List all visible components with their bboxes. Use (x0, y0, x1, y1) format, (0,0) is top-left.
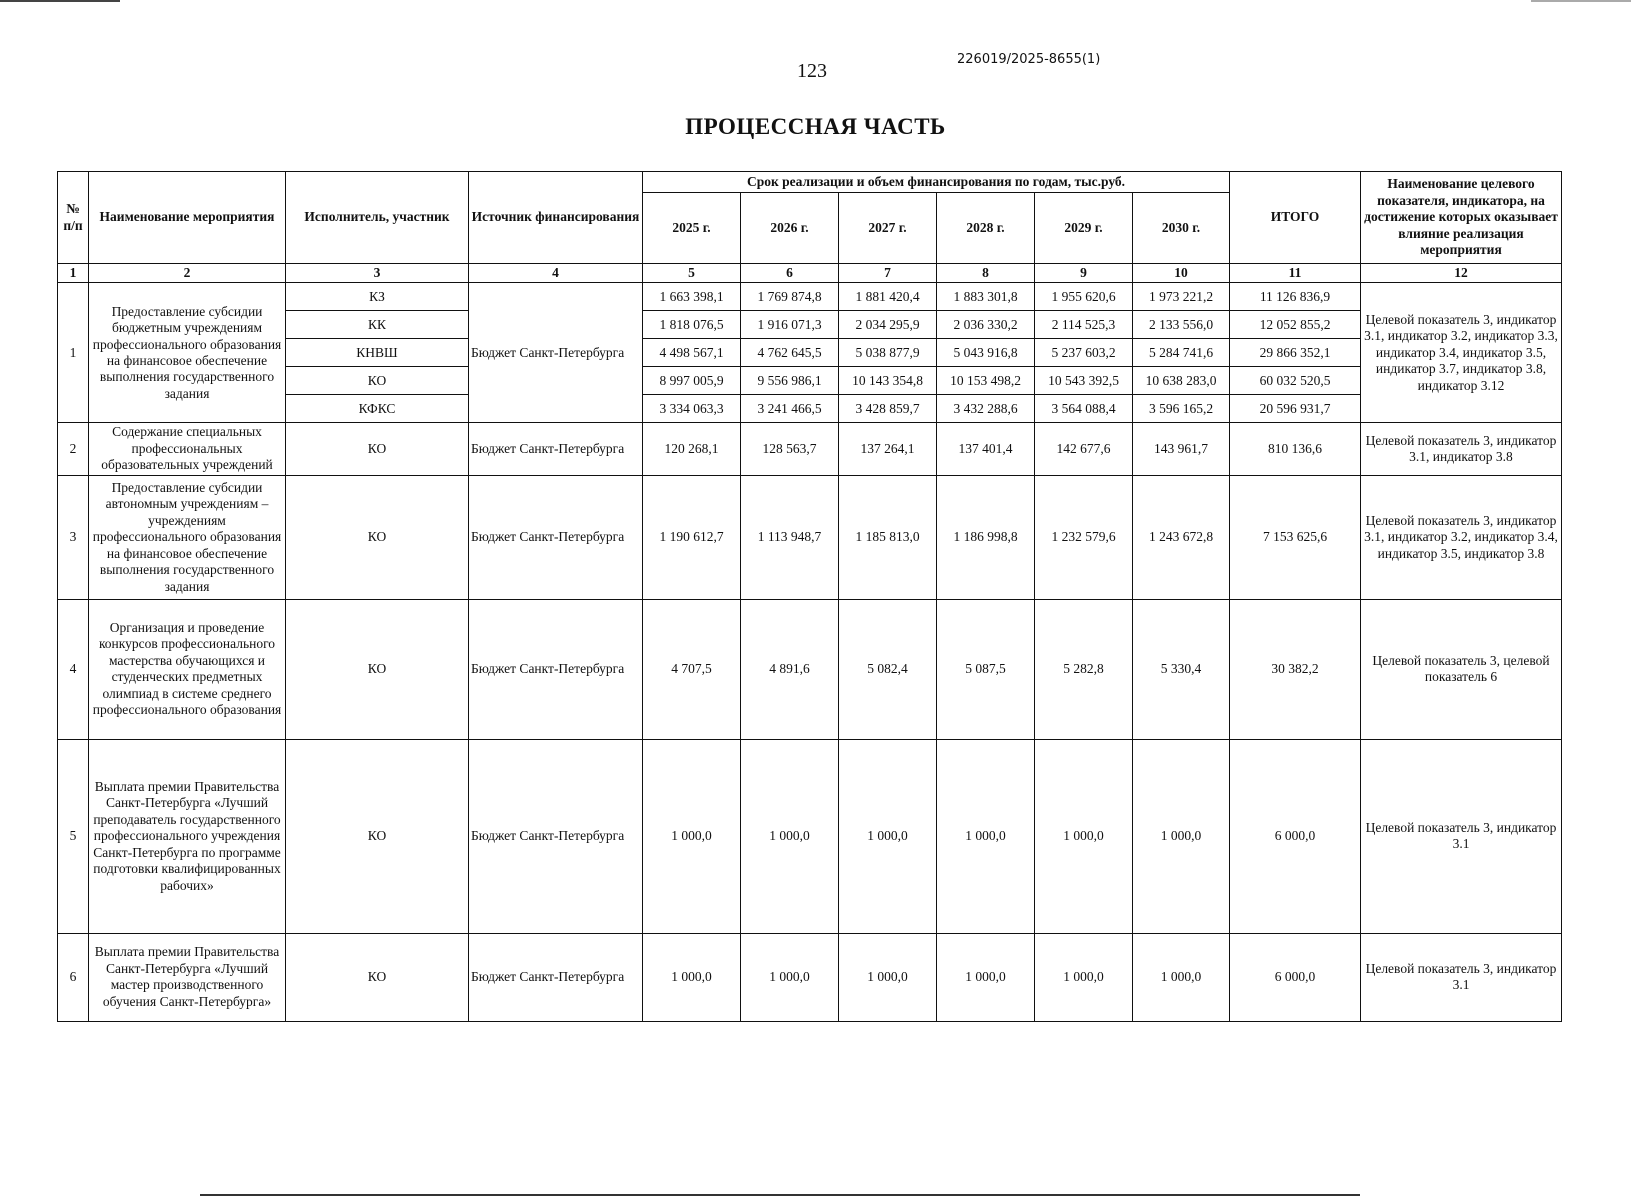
value-cell: 3 334 063,3 (643, 395, 741, 423)
scan-bottom-line (200, 1194, 1360, 1196)
column-number: 5 (643, 264, 741, 283)
column-number: 7 (839, 264, 937, 283)
row-number: 3 (58, 475, 89, 599)
value-cell: 1 000,0 (1035, 739, 1133, 933)
executor-cell: КО (286, 739, 469, 933)
column-number: 10 (1133, 264, 1230, 283)
value-cell: 2 036 330,2 (937, 311, 1035, 339)
value-cell: 1 769 874,8 (741, 283, 839, 311)
indicator-cell: Целевой показатель 3, индикатор 3.1 (1361, 933, 1562, 1021)
row-number: 6 (58, 933, 89, 1021)
value-cell: 143 961,7 (1133, 423, 1230, 475)
source-cell: Бюджет Санкт-Петербурга (469, 599, 643, 739)
row-number: 5 (58, 739, 89, 933)
executor-cell: КЗ (286, 283, 469, 311)
total-cell: 20 596 931,7 (1230, 395, 1361, 423)
total-cell: 29 866 352,1 (1230, 339, 1361, 367)
indicator-cell: Целевой показатель 3, индикатор 3.1 (1361, 739, 1562, 933)
value-cell: 137 264,1 (839, 423, 937, 475)
table-row (58, 423, 1562, 475)
table-row (58, 739, 1562, 933)
value-cell: 5 087,5 (937, 599, 1035, 739)
column-number: 9 (1035, 264, 1133, 283)
activity-name: Предоставление субсидии автономным учреждениям – учреждениям профессионального образования на финансовое обеспечение выполнения государственного задания (89, 475, 286, 599)
value-cell: 1 000,0 (643, 933, 741, 1021)
value-cell: 1 000,0 (1133, 739, 1230, 933)
row-number: 4 (58, 599, 89, 739)
header-year: 2026 г. (741, 193, 839, 264)
table-row (58, 933, 1562, 1021)
value-cell: 1 190 612,7 (643, 475, 741, 599)
value-cell: 1 000,0 (937, 933, 1035, 1021)
value-cell: 1 232 579,6 (1035, 475, 1133, 599)
header-year: 2029 г. (1035, 193, 1133, 264)
source-cell: Бюджет Санкт-Петербурга (469, 933, 643, 1021)
value-cell: 10 153 498,2 (937, 367, 1035, 395)
value-cell: 10 638 283,0 (1133, 367, 1230, 395)
column-number: 3 (286, 264, 469, 283)
total-cell: 30 382,2 (1230, 599, 1361, 739)
value-cell: 142 677,6 (1035, 423, 1133, 475)
value-cell: 4 891,6 (741, 599, 839, 739)
value-cell: 120 268,1 (643, 423, 741, 475)
activity-name: Выплата премии Правительства Санкт-Петербурга «Лучший мастер производственного обучения Санкт-Петербурга» (89, 933, 286, 1021)
value-cell: 1 000,0 (1133, 933, 1230, 1021)
value-cell: 1 000,0 (741, 739, 839, 933)
value-cell: 3 432 288,6 (937, 395, 1035, 423)
column-number: 4 (469, 264, 643, 283)
value-cell: 1 000,0 (839, 933, 937, 1021)
value-cell: 8 997 005,9 (643, 367, 741, 395)
value-cell: 1 000,0 (839, 739, 937, 933)
value-cell: 1 973 221,2 (1133, 283, 1230, 311)
value-cell: 1 186 998,8 (937, 475, 1035, 599)
indicator-cell: Целевой показатель 3, индикатор 3.1, индикатор 3.2, индикатор 3.4, индикатор 3.5, индикатор 3.8 (1361, 475, 1562, 599)
activity-name: Содержание специальных профессиональных образовательных учреждений (89, 423, 286, 475)
value-cell: 4 762 645,5 (741, 339, 839, 367)
indicator-cell: Целевой показатель 3, индикатор 3.1, индикатор 3.2, индикатор 3.3, индикатор 3.4, индикатор 3.5, индикатор 3.7, индикатор 3.8, индикатор 3.12 (1361, 283, 1562, 423)
header-year: 2025 г. (643, 193, 741, 264)
value-cell: 1 000,0 (937, 739, 1035, 933)
header-year: 2027 г. (839, 193, 937, 264)
value-cell: 9 556 986,1 (741, 367, 839, 395)
value-cell: 1 000,0 (643, 739, 741, 933)
value-cell: 5 330,4 (1133, 599, 1230, 739)
value-cell: 1 113 948,7 (741, 475, 839, 599)
executor-cell: КНВШ (286, 339, 469, 367)
executor-cell: КО (286, 423, 469, 475)
header-total: ИТОГО (1230, 172, 1361, 264)
total-cell: 7 153 625,6 (1230, 475, 1361, 599)
value-cell: 5 284 741,6 (1133, 339, 1230, 367)
executor-cell: КО (286, 475, 469, 599)
total-cell: 12 052 855,2 (1230, 311, 1361, 339)
document-id: 226019/2025-8655(1) (957, 52, 1101, 67)
activity-name: Организация и проведение конкурсов профессионального мастерства обучающихся и студенческих предметных олимпиад в системе среднего профессионального образования (89, 599, 286, 739)
value-cell: 128 563,7 (741, 423, 839, 475)
table-row (58, 283, 1562, 311)
value-cell: 10 143 354,8 (839, 367, 937, 395)
value-cell: 4 707,5 (643, 599, 741, 739)
total-cell: 6 000,0 (1230, 933, 1361, 1021)
indicator-cell: Целевой показатель 3, целевой показатель 6 (1361, 599, 1562, 739)
header-year: 2028 г. (937, 193, 1035, 264)
table-row (58, 475, 1562, 599)
value-cell: 2 034 295,9 (839, 311, 937, 339)
value-cell: 1 955 620,6 (1035, 283, 1133, 311)
value-cell: 2 133 556,0 (1133, 311, 1230, 339)
source-cell: Бюджет Санкт-Петербурга (469, 739, 643, 933)
header-num: № п/п (58, 172, 89, 264)
value-cell: 5 038 877,9 (839, 339, 937, 367)
column-number: 8 (937, 264, 1035, 283)
value-cell: 1 663 398,1 (643, 283, 741, 311)
value-cell: 1 883 301,8 (937, 283, 1035, 311)
value-cell: 1 818 076,5 (643, 311, 741, 339)
value-cell: 1 243 672,8 (1133, 475, 1230, 599)
activity-name: Выплата премии Правительства Санкт-Петербурга «Лучший преподаватель государственного профессионального учреждения Санкт-Петербурга по программе подготовки квалифицированных рабочих» (89, 739, 286, 933)
value-cell: 5 237 603,2 (1035, 339, 1133, 367)
scan-edge-line (0, 0, 120, 2)
executor-cell: КО (286, 933, 469, 1021)
scan-edge-line (1531, 0, 1631, 2)
total-cell: 11 126 836,9 (1230, 283, 1361, 311)
executor-cell: КК (286, 311, 469, 339)
executor-cell: КО (286, 599, 469, 739)
row-number: 1 (58, 283, 89, 423)
value-cell: 3 596 165,2 (1133, 395, 1230, 423)
value-cell: 5 082,4 (839, 599, 937, 739)
header-executor: Исполнитель, участник (286, 172, 469, 264)
value-cell: 1 916 071,3 (741, 311, 839, 339)
total-cell: 810 136,6 (1230, 423, 1361, 475)
indicator-cell: Целевой показатель 3, индикатор 3.1, индикатор 3.8 (1361, 423, 1562, 475)
value-cell: 5 282,8 (1035, 599, 1133, 739)
value-cell: 3 428 859,7 (839, 395, 937, 423)
value-cell: 3 241 466,5 (741, 395, 839, 423)
executor-cell: КО (286, 367, 469, 395)
header-period: Срок реализации и объем финансирования по годам, тыс.руб. (643, 172, 1230, 193)
financing-table (57, 171, 1562, 1022)
header-row (58, 172, 1562, 193)
value-cell: 2 114 525,3 (1035, 311, 1133, 339)
section-title: ПРОЦЕССНАЯ ЧАСТЬ (685, 114, 946, 139)
value-cell: 5 043 916,8 (937, 339, 1035, 367)
header-year: 2030 г. (1133, 193, 1230, 264)
table-row (58, 599, 1562, 739)
value-cell: 3 564 088,4 (1035, 395, 1133, 423)
value-cell: 137 401,4 (937, 423, 1035, 475)
source-cell: Бюджет Санкт-Петербурга (469, 475, 643, 599)
value-cell: 1 000,0 (741, 933, 839, 1021)
page-number: 123 (797, 60, 827, 82)
header-source: Источник финансирования (469, 172, 643, 264)
column-number: 6 (741, 264, 839, 283)
total-cell: 6 000,0 (1230, 739, 1361, 933)
activity-name: Предоставление субсидии бюджетным учреждениям профессионального образования на финансовое обеспечение выполнения государственного задания (89, 283, 286, 423)
header-name: Наименование мероприятия (89, 172, 286, 264)
value-cell: 1 881 420,4 (839, 283, 937, 311)
executor-cell: КФКС (286, 395, 469, 423)
value-cell: 10 543 392,5 (1035, 367, 1133, 395)
row-number: 2 (58, 423, 89, 475)
column-number-row (58, 264, 1562, 283)
header-indicator: Наименование целевого показателя, индикатора, на достижение которых оказывает влияние реализация мероприятия (1361, 172, 1562, 264)
column-number: 12 (1361, 264, 1562, 283)
column-number: 1 (58, 264, 89, 283)
source-cell: Бюджет Санкт-Петербурга (469, 283, 643, 423)
source-cell: Бюджет Санкт-Петербурга (469, 423, 643, 475)
column-number: 2 (89, 264, 286, 283)
column-number: 11 (1230, 264, 1361, 283)
value-cell: 4 498 567,1 (643, 339, 741, 367)
value-cell: 1 000,0 (1035, 933, 1133, 1021)
value-cell: 1 185 813,0 (839, 475, 937, 599)
total-cell: 60 032 520,5 (1230, 367, 1361, 395)
